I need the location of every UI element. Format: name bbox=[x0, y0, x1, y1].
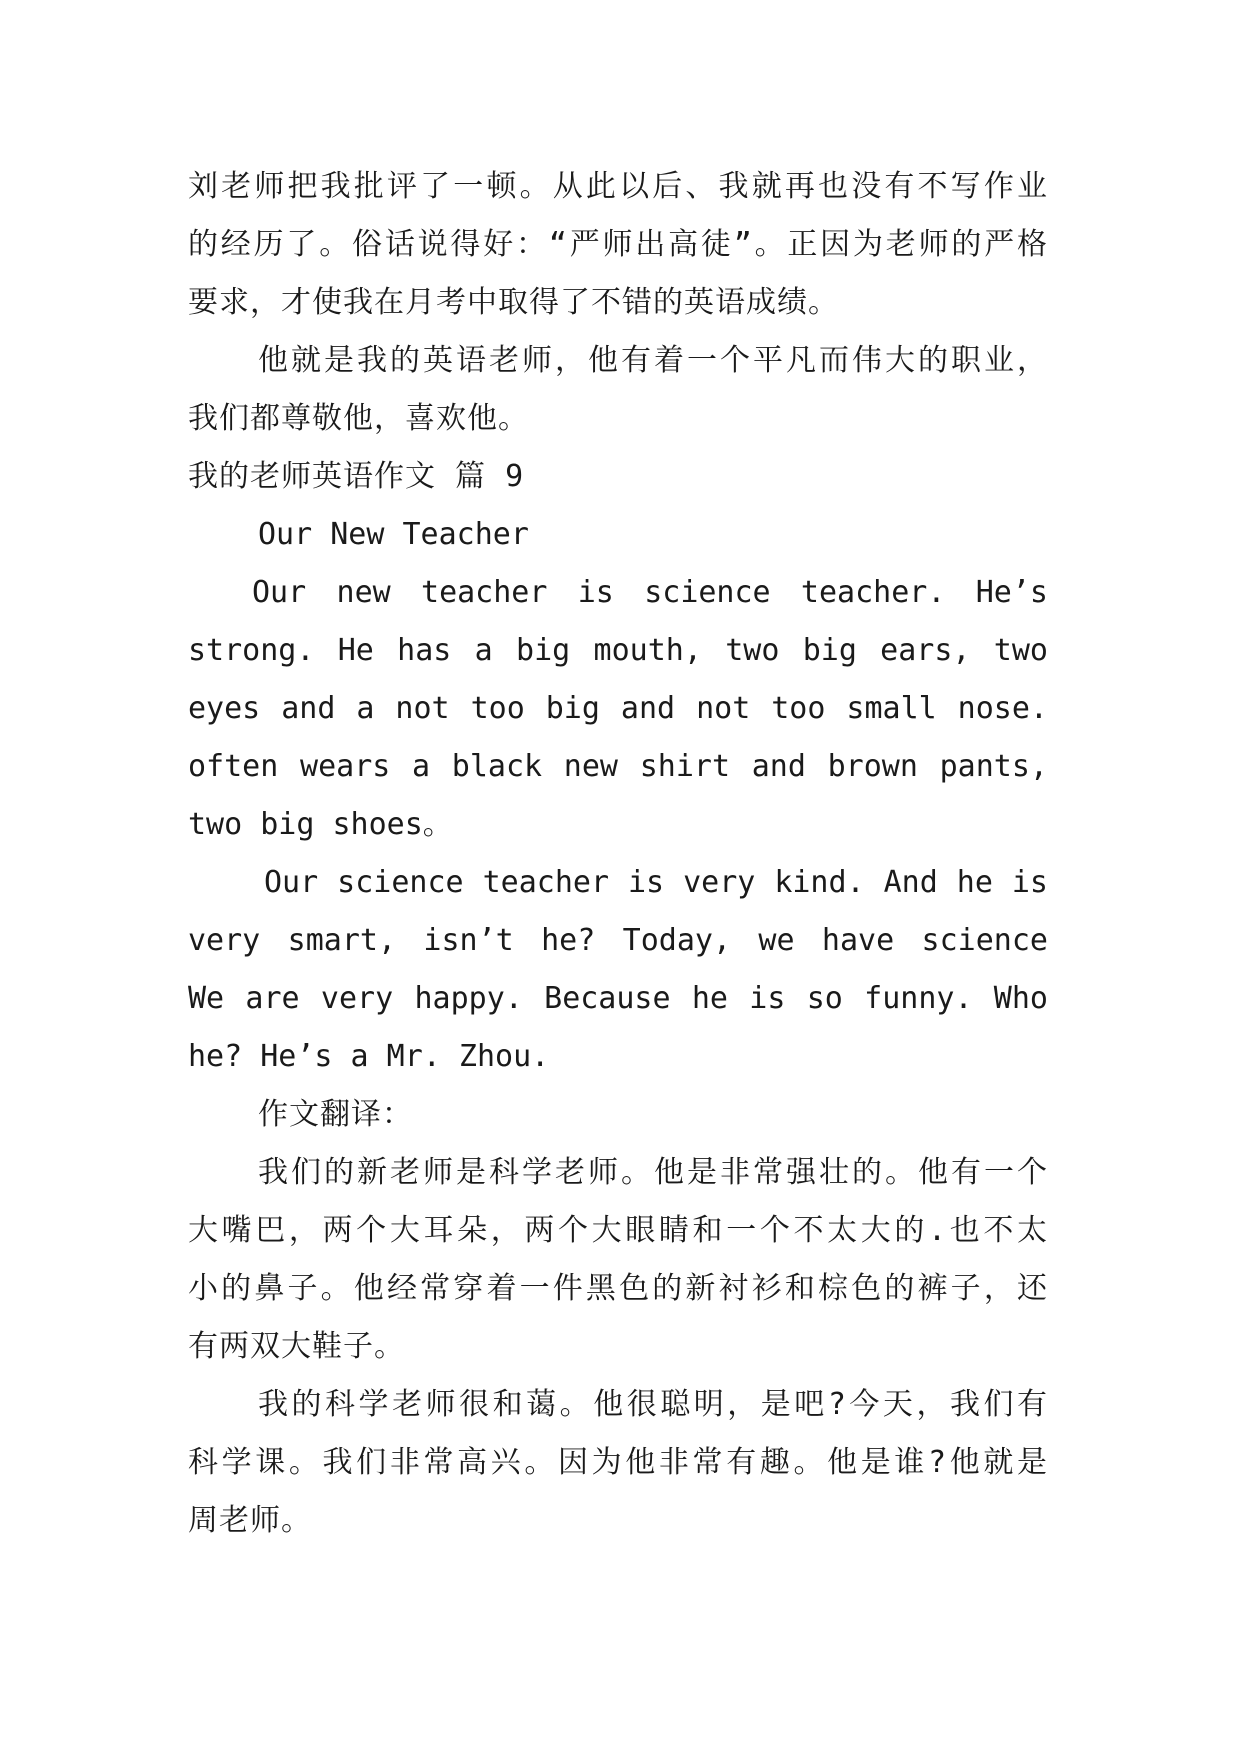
text-line: eyes and a not too big and not too small nose. bbox=[188, 691, 1048, 726]
text-line: 我的科学老师很和蔼。他很聪明，是吧?今天，我们有 bbox=[258, 1387, 1048, 1422]
text-line: 大嘴巴，两个大耳朵，两个大眼睛和一个不太大的.也不太 bbox=[188, 1213, 1048, 1248]
text-line: 我们都尊敬他，喜欢他。 bbox=[188, 401, 529, 436]
text-line: Our new teacher is science teacher. He’s bbox=[252, 575, 1048, 610]
text-line: 有两双大鞋子。 bbox=[188, 1329, 405, 1364]
section-heading: 我的老师英语作文 篇 9 bbox=[188, 459, 525, 494]
text-line: two big shoes。 bbox=[188, 807, 453, 842]
translation-heading: 作文翻译： bbox=[258, 1097, 413, 1132]
text-line: 科学课。我们非常高兴。因为他非常有趣。他是谁?他就是 bbox=[188, 1445, 1048, 1480]
text-line: 周老师。 bbox=[188, 1503, 312, 1538]
text-line: 刘老师把我批评了一顿。从此以后、我就再也没有不写作业 bbox=[188, 169, 1048, 204]
text-line: he? He’s a Mr. Zhou. bbox=[188, 1039, 550, 1074]
text-line: often wears a black new shirt and brown pants, bbox=[188, 749, 1048, 784]
text-line: We are very happy. Because he is so funny. Who bbox=[188, 981, 1048, 1016]
text-line: very smart, isn’t he? Today, we have science bbox=[188, 923, 1048, 958]
text-line: 他就是我的英语老师，他有着一个平凡而伟大的职业， bbox=[258, 343, 1048, 378]
text-line: 我们的新老师是科学老师。他是非常强壮的。他有一个 bbox=[258, 1155, 1048, 1190]
text-line: 小的鼻子。他经常穿着一件黑色的新衬衫和棕色的裤子，还 bbox=[188, 1271, 1048, 1306]
document-body bbox=[188, 158, 1048, 1550]
text-line: 的经历了。俗话说得好：“严师出高徒”。正因为老师的严格 bbox=[188, 227, 1048, 262]
text-line: 要求，才使我在月考中取得了不错的英语成绩。 bbox=[188, 285, 839, 320]
essay-title: Our New Teacher bbox=[258, 517, 529, 552]
text-line: Our science teacher is very kind. And he is bbox=[264, 865, 1048, 900]
text-line: strong. He has a big mouth, two big ears, two bbox=[188, 633, 1048, 668]
